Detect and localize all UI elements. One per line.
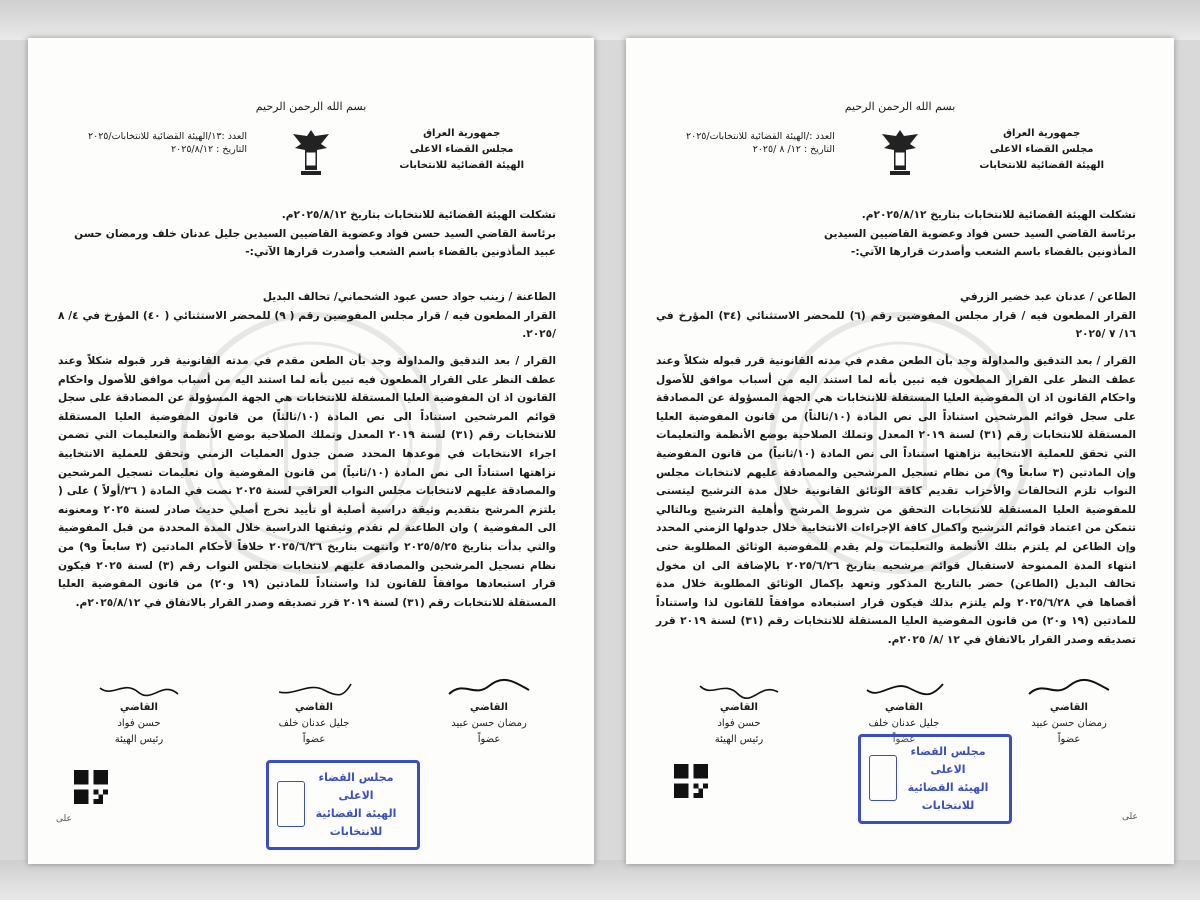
decision-paragraph <box>656 352 1136 650</box>
intro-line: برئاسة القاضي السيد حسن فواد وعضوية القاضيين السيدين <box>823 227 1136 240</box>
letterhead <box>979 126 1104 174</box>
signature-member-2 <box>249 678 379 748</box>
signature-role: عضواً <box>892 734 916 745</box>
iraq-eagle-emblem-icon <box>878 126 922 178</box>
signature-scribble-icon <box>859 678 949 700</box>
official-stamp <box>858 734 1012 824</box>
signature-role: عضواً <box>302 734 326 745</box>
stamp-line: الهيئة القضائية <box>907 781 989 794</box>
signature-president <box>674 678 804 748</box>
stamp-line: للانتخابات <box>329 825 383 838</box>
bismillah: بسم الله الرحمن الرحيم <box>255 100 367 113</box>
signature-president <box>74 678 204 748</box>
letterhead <box>399 126 524 174</box>
signature-scribble-icon <box>1024 678 1114 700</box>
qr-code-icon <box>674 764 708 798</box>
signature-title: القاضي <box>295 702 333 713</box>
signature-name: جليل عدنان خلف <box>868 718 940 729</box>
signature-title: القاضي <box>885 702 923 713</box>
stamp-line: الهيئة القضائية <box>315 807 397 820</box>
signature-name: حسن فواد <box>717 718 761 729</box>
official-stamp <box>266 760 420 850</box>
decision-paragraph <box>58 352 556 612</box>
reference-number: العدد :١٣/الهيئة القضائية للانتخابات/٢٠٢٥ <box>88 131 248 142</box>
signature-scribble-icon <box>694 678 784 700</box>
bismillah: بسم الله الرحمن الرحيم <box>844 100 956 113</box>
signature-name: جليل عدنان خلف <box>278 718 350 729</box>
page-marker: على <box>56 814 72 824</box>
decision-text: القرار / بعد التدقيق والمداولة وجد بأن الطعن مقدم في مدته القانونية قرر قبوله شكلاً وعند عطف النظر على القرار المطعون فيه تبين بأنه لما استند اليه من أسباب موافق للأصول واحكام القانون اذ ان المفوضية العليا المستقلة للانتخابات هي الجهة المسؤولة عن المصادقة على سجل قوائم المرشحين استناداً الى نص المادة (١٠/ثالثاً) من قانون المفوضية العليا المستقلة للانتخابات رقم (٣١) لسنة ٢٠١٩ المعدل وتملك الصلاحية بوضع الأنظمة والتعليمات التي تضمن اجراء الانتخابات في موعدها المحدد ضمن جدول العمليات الزمني وتحقق للعملية الانتخابية نزاهتها استناداً الى نص المادة (١٠/ثانياً) من قانون المفوضية وان تعليمات تسجيل المرشحين والمصادقة عليهم لانتخابات مجلس النواب العراقي لسنة ٢٠٢٥ نصت في المادة ( ٢٦/أولاً ) على ( يلتزم المرشح بتقديم وثيقة دراسية أصلية أو تأييد تخرج أصلي حديث صادر لسنة ٢٠٢٥ ومعنونه الى المفوضية ) وان الطاعنة لم تقدم وثيقتها الدراسية خلال المدة المحددة من قبل المفوضية والتي بدأت بتاريخ ٢٠٢٥/٥/٢٥ وانتهت بتاريخ ٢٠٢٥/٦/٢٦ خلافاً لأحكام المادتين (٣ سابعاً و٩) من نظام تسجيل المرشحين والمصادقة عليهم لانتخابات مجلس النواب رقم (٣) لسنة ٢٠٢٥ فيكون قرار استبعادها موافقاً للقانون لذا واستناداً للمادتين (١٩ و٢٠) من قانون المفوضية العليا المستقلة للانتخابات رقم (٣١) لسنة ٢٠١٩ قرر تصديقه وصدر القرار بالاتفاق في ٢٠٢٥/٨/١٢م. <box>58 355 557 609</box>
reference-number: العدد :/الهيئة القضائية للانتخابات/٢٠٢٥ <box>686 131 835 142</box>
signature-scribble-icon <box>269 678 359 700</box>
signature-member-1 <box>424 678 554 748</box>
country-name: جمهورية العراق <box>423 128 501 139</box>
decision-text: القرار / بعد التدقيق والمداولة وجد بأن الطعن مقدم في مدته القانونية قرر قبوله شكلاً وعند عطف النظر على القرار المطعون فيه تبين بأنه لما استند اليه من أسباب موافق للأصول واحكام القانون اذ ان المفوضية العليا المستقلة للانتخابات هي الجهة المسؤولة عن المصادقة على سجل قوائم المرشحين استناداً الى نص المادة (١٠/ثالثاً) من قانون المفوضية العليا المستقلة للانتخابات رقم (٣١) لسنة ٢٠١٩ المعدل وتملك الصلاحية بوضع الأنظمة والتعليمات التي تحقق للعملية الانتخابية نزاهتها استناداً الى نص المادة (١٠/ثانياً) من قانون المفوضية وإن المادتين (٣ سابعاً و٩) من نظام تسجيل المرشحين والمصادقة عليهم لانتخابات مجلس النواب تلزم التحالفات والأحزاب تقديم كافة الوثائق القانونية خلال مدة الترشيح ليتسنى للمفوضية العليا المستقلة للانتخابات التحقق من شروط المرشح وأهلية الترشيح وبالتالي تتمكن من اعتماد قوائم الترشيح واكمال كافة الإجراءات الانتخابية خلال جدولها الزمني المحدد وإن الطاعن لم يلتزم بتلك الأنظمة والتعليمات ولم يقدم للمفوضية الوثائق المطلوبة حتى انتهاء المدة الممنوحة لاستقبال قوائم مرشحيه بتاريخ ٢٠٢٥/٦/٢٦ بالإضافة الى ان مخول تحالف البديل (الطاعن) حضر بالتاريخ المذكور وتعهد بإكمال الوثائق المطلوبة خلال مدة أقصاها في ٢٠٢٥/٦/٢٨ ولم يلتزم بذلك فيكون قرار استبعاده موافقاً للقانون لذا واستناداً للمادتين (١٩ و٢٠) من قانون المفوضية العليا المستقلة للانتخابات رقم (٣١) لسنة ٢٠١٩ قرر تصديقه وصدر القرار بالاتفاق في ١٢ /٨/ ٢٠٢٥م. <box>656 355 1137 646</box>
appellant-line: الطاعنة / زينب جواد حسن عبود الشحماني/ تحالف البديل <box>262 291 556 303</box>
stamp-line: مجلس القضاء الاعلى <box>910 745 986 776</box>
intro-line: تشكلت الهيئة القضائية للانتخابات بتاريخ ٢٠٢٥/٨/١٢م. <box>281 209 556 221</box>
stamp-emblem-icon <box>869 755 897 801</box>
council-name: مجلس القضاء الاعلى <box>989 144 1094 155</box>
reference-date: التاريخ : ١٢/ ٨ /٢٠٢٥ <box>752 144 835 155</box>
signature-role: رئيس الهيئة <box>114 734 164 745</box>
signature-title: القاضي <box>720 702 758 713</box>
intro-line: عبيد المأذونين بالقضاء باسم الشعب وأصدرت قرارها الآتي:- <box>245 246 556 259</box>
qr-code-icon <box>74 770 108 804</box>
stamp-line: للانتخابات <box>921 799 975 812</box>
reference-block <box>88 130 247 156</box>
signature-scribble-icon <box>444 678 534 700</box>
signature-role: عضواً <box>477 734 501 745</box>
signature-title: القاضي <box>120 702 158 713</box>
signature-title: القاضي <box>470 702 508 713</box>
signature-name: رمضان حسن عبيد <box>1031 718 1107 729</box>
signature-role: رئيس الهيئة <box>714 734 764 745</box>
commission-name: الهيئة القضائية للانتخابات <box>399 160 524 171</box>
commission-name: الهيئة القضائية للانتخابات <box>979 160 1104 171</box>
appellant-line: الطاعن / عدنان عبد خضير الزرفي <box>960 291 1136 303</box>
stamp-emblem-icon <box>277 781 305 827</box>
right-document-page <box>626 38 1174 864</box>
signature-member-1 <box>1004 678 1134 748</box>
intro-line: برئاسة القاضي السيد حسن فواد وعضوية القاضيين السيدين جليل عدنان خلف ورمضان حسن <box>74 227 556 240</box>
appealed-decision-line: القرار المطعون فيه / قرار مجلس المفوضين رقم ( ٩) للمحضر الاستثنائي ( ٤٠) المؤرخ في ٤/ ٨ /٢٠٢٥. <box>58 309 556 341</box>
intro-paragraph <box>656 206 1136 262</box>
signature-scribble-icon <box>94 678 184 700</box>
reference-date: التاريخ : ٢٠٢٥/٨/١٢ <box>171 144 248 155</box>
parties-paragraph <box>656 288 1136 344</box>
iraq-eagle-emblem-icon <box>289 126 333 178</box>
reference-block <box>686 130 835 156</box>
signature-name: حسن فواد <box>117 718 161 729</box>
stamp-line: مجلس القضاء الاعلى <box>318 771 394 802</box>
background-top-band <box>0 0 1200 40</box>
parties-paragraph <box>58 288 556 344</box>
council-name: مجلس القضاء الاعلى <box>409 144 514 155</box>
appealed-decision-line: القرار المطعون فيه / قرار مجلس المفوضين رقم (٦) للمحضر الاستثنائي (٣٤) المؤرخ في ١٦/ ٧ /٢٠٢٥ <box>656 309 1136 341</box>
background-bottom-band <box>0 860 1200 900</box>
left-document-page <box>28 38 594 864</box>
signature-name: رمضان حسن عبيد <box>451 718 527 729</box>
country-name: جمهورية العراق <box>1003 128 1081 139</box>
intro-line: تشكلت الهيئة القضائية للانتخابات بتاريخ ٢٠٢٥/٨/١٢م. <box>861 209 1136 221</box>
signature-role: عضواً <box>1057 734 1081 745</box>
intro-line: المأذونين بالقضاء باسم الشعب وأصدرت قرارها الآتي:- <box>850 246 1136 259</box>
signature-title: القاضي <box>1050 702 1088 713</box>
intro-paragraph <box>58 206 556 262</box>
page-marker: على <box>1122 812 1138 822</box>
